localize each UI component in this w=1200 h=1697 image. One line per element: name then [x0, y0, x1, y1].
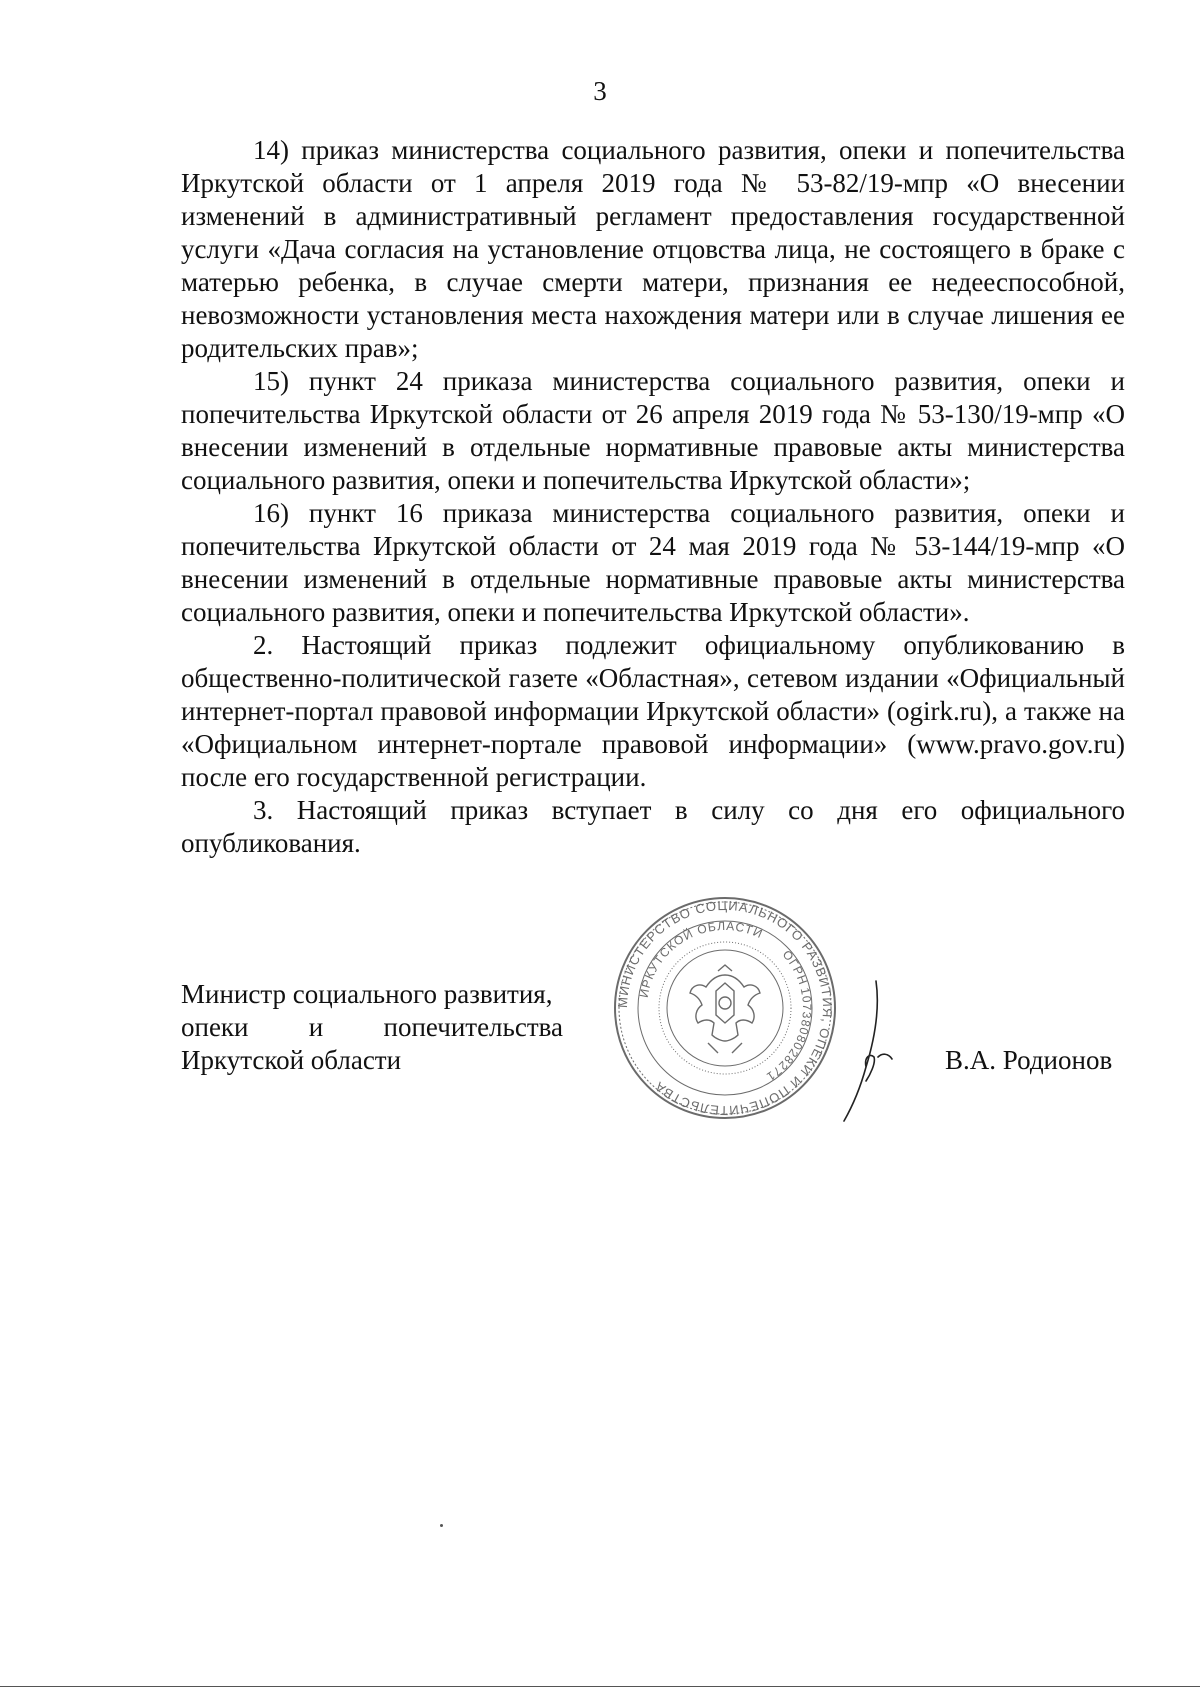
paragraph-item-15: 15) пункт 24 приказа министерства социального развития, опеки и попечительства Иркутской области от 26 апреля 2019 года № 53-130/19-мпр «О внесении изменений в отдельные нормативные правовые акты министерства социального развития, опеки и попечительства Иркутской области»;	[181, 366, 1125, 495]
stamp-outer-text: МИНИСТЕРСТВО СОЦИАЛЬНОГО РАЗВИТИЯ, ОПЕКИ И ПОПЕЧИТЕЛЬСТВА	[614, 897, 836, 1119]
signatory-name: В.А. Родионов	[945, 1045, 1113, 1075]
signatory-title	[181, 978, 563, 1077]
page-bottom-rule	[0, 1686, 1200, 1687]
page-number: 3	[593, 76, 607, 106]
paragraph-effective-date: 3. Настоящий приказ вступает в силу со дня его официального опубликования.	[181, 795, 1125, 858]
handwritten-signature	[840, 975, 920, 1125]
stamp-ogrn-label: ОГРН	[779, 947, 811, 988]
paragraph-publication: 2. Настоящий приказ подлежит официальному опубликованию в общественно-политической газете «Областная», сетевом издании «Официальный интернет-портал правовой информации Иркутской области» (ogirk.ru), а также на «Официальном интернет-портале правовой информации» (www.pravo.gov.ru) после его государственной регистрации.	[181, 630, 1125, 792]
paragraph-item-14: 14) приказ министерства социального развития, опеки и попечительства Иркутской области от 1 апреля 2019 года № 53-82/19-мпр «О внесении изменений в административный регламент предоставления государственной услуги «Дача согласия на установление отцовства лица, не состоящего в браке с матерью ребенка, в случае смерти матери, признания ее недееспособной, невозможности установления места нахождения матери или в случае лишения ее родительских прав»;	[181, 135, 1125, 363]
official-seal-stamp	[612, 895, 838, 1121]
signatory-title-line: Иркутской области	[181, 1045, 402, 1075]
stamp-middle-text: ИРКУТСКОЙ ОБЛАСТИ	[636, 918, 766, 999]
signatory-title-line: Министр социального развития,	[181, 979, 553, 1009]
paragraph-item-16: 16) пункт 16 приказа министерства социального развития, опеки и попечительства Иркутской области от 24 мая 2019 года № 53-144/19-мпр «О внесении изменений в отдельные нормативные правовые акты министерства социального развития, опеки и попечительства Иркутской области».	[181, 498, 1125, 627]
document-body	[181, 134, 1125, 860]
coat-of-arms-emblem	[690, 965, 760, 1053]
scan-speck	[440, 1524, 443, 1527]
signatory-title-line: опеки и попечительства	[181, 1012, 563, 1042]
stamp-ogrn-number: 1073808028271	[763, 986, 815, 1085]
